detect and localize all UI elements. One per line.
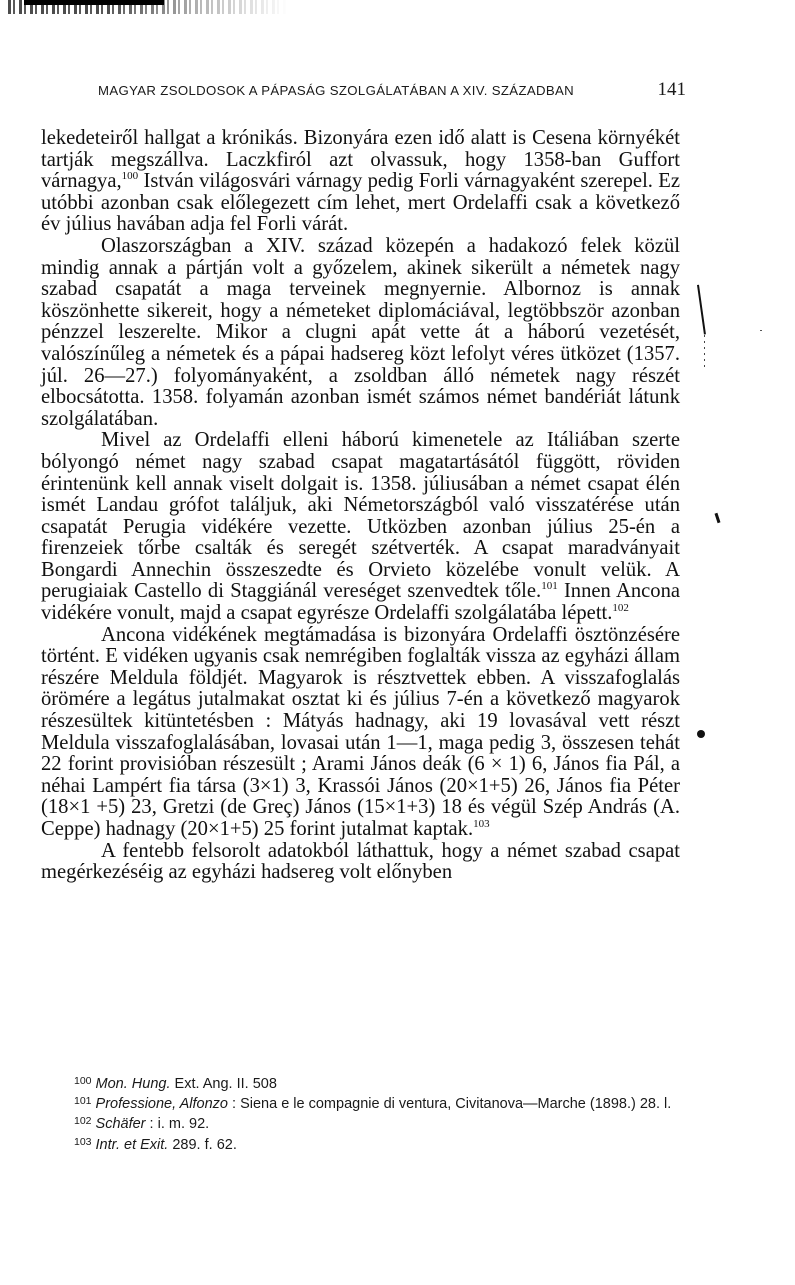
paragraph-text: Mivel az Ordelaffi elleni háború kimenetele az Itáliában szerte bólyongó német nagy szabad csapat magatartásától függött, röviden érintenünk kell annak viselt dolgait is. 1358. júliusában a német csapat élén ismét Landau grófot találjuk, aki Németországból való visszatérése után csapatát Perugia vidékére vezette. Utközben azonban július 25-én a firenzeiek tőrbe csalták és seregét szétverték. A csapat maradványait Bongardi Annechin összeszedte és Orvieto közelébe vonult velük. A perugiaiak Castello di Staggiánál vereséget szenvedtek tőle. bbox=[41, 429, 680, 603]
footnote-ref: 100 bbox=[121, 170, 139, 183]
footnote-source: Intr. et Exit. bbox=[95, 1136, 169, 1153]
footnote-source: Mon. Hung. bbox=[95, 1076, 171, 1092]
paragraph-text: Innen Ancona vidékére vonult, majd a csapat egyrésze Ordelaffi szolgálatába lépett. bbox=[41, 580, 681, 625]
footnote-number: 102 bbox=[74, 1115, 92, 1128]
footnote bbox=[41, 1073, 680, 1093]
footnote-text: : i. m. 92. bbox=[145, 1116, 210, 1133]
footnote-number: 103 bbox=[74, 1135, 92, 1148]
paragraph-text: István világosvári várnagy pedig Forli várnagyaként szerepel. Ez utóbbi azonban csak előlegezett cím lehet, mert Ordelaffi csak a következő év július havában adja fel Forli várát. bbox=[41, 170, 680, 236]
paragraph bbox=[41, 236, 680, 430]
footnote-source: Schäfer bbox=[95, 1116, 146, 1133]
margin-pencil-dots bbox=[704, 335, 705, 370]
paragraph-text: Olaszországban a XIV. század közepén a hadakozó felek közül mindig annak a pártján volt a győzelem, akinek sikerült a németek nagy szabad csapatát a maga terveinek megnyernie. Albornoz is annak köszönhette sikereit, hogy a németeket diplomáciával, legtöbbször azonban pénzzel leszerelte. Mikor a clugni apát vette át a háború vezetését, valószínűleg a németek és a pápai hadsereg közt lefolyt véres ütközet (1357. júl. 26—27.) folyományaként, a zsoldban álló németek nagy részét elbocsátotta. 1358. folyamán azonban ismét számos német bandériát látunk szolgálatában. bbox=[41, 234, 680, 430]
margin-speck bbox=[760, 330, 762, 331]
footnote-text: Ext. Ang. II. 508 bbox=[170, 1076, 277, 1092]
body-text bbox=[41, 128, 680, 884]
footnote-ref: 103 bbox=[473, 818, 490, 830]
paragraph bbox=[41, 841, 680, 884]
footnote-text: 289. f. 62. bbox=[168, 1136, 237, 1153]
footnote-number: 101 bbox=[74, 1095, 92, 1108]
running-head bbox=[98, 79, 698, 105]
running-title: MAGYAR ZSOLDOSOK A PÁPASÁG SZOLGÁLATÁBAN A XIV. SZÁZADBAN bbox=[98, 83, 575, 98]
margin-pencil-line bbox=[697, 285, 706, 335]
scan-artifact-bar bbox=[24, 0, 164, 5]
paragraph-text: A fentebb felsorolt adatokból láthattuk, hogy a német szabad csapat megérkezéséig az egyházi hadsereg volt előnyben bbox=[41, 839, 680, 884]
footnote-text: : Siena e le compagnie di ventura, Civitanova—Marche (1898.) 28. l. bbox=[228, 1096, 672, 1113]
footnote-ref: 102 bbox=[612, 602, 629, 615]
footnote bbox=[41, 1093, 680, 1113]
footnote-source: Professione, Alfonzo bbox=[95, 1096, 228, 1113]
footnote-ref: 101 bbox=[541, 580, 558, 593]
footnote bbox=[41, 1113, 680, 1133]
margin-pencil-tick bbox=[715, 513, 721, 523]
margin-ink-dot bbox=[697, 730, 705, 738]
footnote bbox=[41, 1134, 680, 1154]
footnotes bbox=[41, 1073, 680, 1154]
paragraph-text: Ancona vidékének megtámadása is bizonyára Ordelaffi ösztönzésére történt. E vidéken ugyanis csak nemrégiben foglalták vissza az egyházi állam részére Meldula földjét. Magyarok is résztvettek ebben. A visszafoglalás örömére a legátus jutalmakat osztat ki és július 7-én a következő magyarok részesültek kitüntetésben : Mátyás hadnagy, aki 19 lovasával vett részt Meldula visszafoglalásában, lovasai után 1—1, maga pedig 3, összesen tehát 22 forint provisióban részesült ; Arami János deák (6 × 1) 6, János fia Pál, a néhai Lampért fia társa (3×1) 3, Krassói János (20×1+5) 26, János fia Péter (18×1 +5) 23, Gretzi (de Greç) János (15×1+3) 18 és végül Szép András (A. Ceppe) hadnagy (20×1+5) 25 forint jutalmat kaptak. bbox=[41, 623, 680, 840]
paragraph bbox=[41, 128, 680, 236]
paragraph-text: lekedeteiről hallgat a krónikás. Bizonyára ezen idő alatt is Cesena környékét tartják megszállva. Laczkfiról azt olvassuk, hogy 1358-ban Guffort várnagya, bbox=[41, 127, 680, 193]
page-number: 141 bbox=[657, 79, 686, 100]
footnote-number: 100 bbox=[74, 1075, 92, 1087]
paragraph bbox=[41, 430, 680, 624]
paragraph bbox=[41, 625, 680, 841]
